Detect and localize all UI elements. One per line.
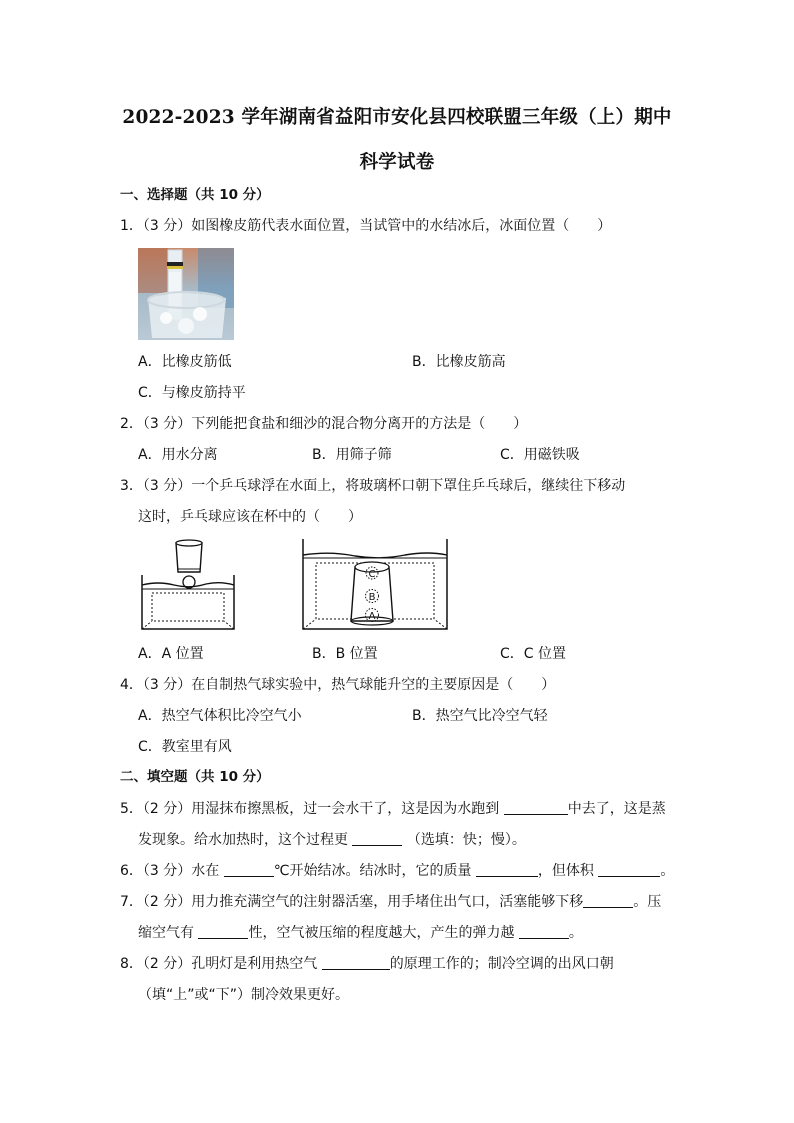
q6-text-3: ，但体积 xyxy=(537,863,594,879)
q6-line xyxy=(120,861,674,881)
q5-line2 xyxy=(138,830,526,850)
q3-label-c: C xyxy=(368,569,376,580)
q8-text-3: （填“上”或“下”）制冷效果更好。 xyxy=(138,987,350,1003)
q8-blank-1[interactable] xyxy=(322,955,390,970)
q3-stem-line2: 这时，乒乓球应该在杯中的（ ） xyxy=(138,509,362,525)
q6-blank-3[interactable] xyxy=(598,862,660,877)
q4-option-b: B．热空气比冷空气轻 xyxy=(412,708,548,724)
q1-option-b: B．比橡皮筋高 xyxy=(412,354,506,370)
q3-option-a: A．A 位置 xyxy=(138,646,204,662)
q1-option-a: A．比橡皮筋低 xyxy=(138,354,232,370)
q5-text-3: 发现象。给水加热时，这个过程更 xyxy=(138,832,348,848)
q7-text-1: 7．（2 分）用力推充满空气的注射器活塞，用手堵住出气口，活塞能够下移 xyxy=(120,894,584,910)
q8-text-2: 的原理工作的；制冷空调的出风口朝 xyxy=(389,956,614,972)
q5-text-1: 5．（2 分）用湿抹布擦黑板，过一会水干了，这是因为水跑到 xyxy=(120,801,500,817)
q7-text-4: 性，空气被压缩的程度越大，产生的弹力越 xyxy=(248,925,515,941)
q3-label-b: B xyxy=(368,592,376,603)
paper-title-line1: 2022-2023 学年湖南省益阳市安化县四校联盟三年级（上）期中 xyxy=(122,107,672,128)
q3-floating-ball-diagram xyxy=(138,537,238,631)
q3-option-b: B．B 位置 xyxy=(312,646,378,662)
q5-line1 xyxy=(120,799,666,819)
q5-blank-1[interactable] xyxy=(504,800,568,815)
q7-text-3: 缩空气有 xyxy=(138,925,194,941)
q7-blank-3[interactable] xyxy=(519,924,569,939)
q4-option-c: C．教室里有风 xyxy=(138,739,232,755)
q6-text-4: 。 xyxy=(660,863,675,879)
q2-option-b: B．用筛子筛 xyxy=(312,447,392,463)
q8-line1 xyxy=(120,954,614,974)
paper-title-line2: 科学试卷 xyxy=(359,152,435,173)
q6-text-2: ℃开始结冰。结冰时，它的质量 xyxy=(273,863,472,879)
q2-option-a: A．用水分离 xyxy=(138,447,218,463)
q7-blank-2[interactable] xyxy=(198,924,248,939)
q3-stem-line1: 3．（3 分）一个乒乓球浮在水面上，将玻璃杯口朝下罩住乒乓球后，继续往下移动 xyxy=(120,478,626,494)
q2-option-c: C．用磁铁吸 xyxy=(500,447,580,463)
q1-option-c: C．与橡皮筋持平 xyxy=(138,385,246,401)
q6-text-1: 6．（3 分）水在 xyxy=(120,863,220,879)
q6-blank-2[interactable] xyxy=(476,862,538,877)
q7-text-2: 。压 xyxy=(633,894,662,910)
q6-blank-1[interactable] xyxy=(224,862,274,877)
q5-text-4: （选填：快；慢）。 xyxy=(406,832,526,848)
q3-submerged-cup-diagram xyxy=(300,537,450,631)
q2-stem: 2．（3 分）下列能把食盐和细沙的混合物分离开的方法是（ ） xyxy=(120,416,528,432)
q1-stem: 1．（3 分）如图橡皮筋代表水面位置，当试管中的水结冰后，冰面位置（ ） xyxy=(120,218,612,234)
q4-option-a: A．热空气体积比冷空气小 xyxy=(138,708,302,724)
q3-label-a: A xyxy=(368,611,376,622)
q1-test-tube-photo xyxy=(138,248,234,340)
q7-line1 xyxy=(120,892,661,912)
q5-blank-2[interactable] xyxy=(352,831,402,846)
q5-text-2: 中去了，这是蒸 xyxy=(567,801,666,817)
section-fill-heading: 二、填空题（共 10 分） xyxy=(120,769,270,785)
q7-line2 xyxy=(138,923,583,943)
q3-option-c: C．C 位置 xyxy=(500,646,567,662)
q8-text-1: 8．（2 分）孔明灯是利用热空气 xyxy=(120,956,318,972)
q7-text-5: 。 xyxy=(568,925,583,941)
section-choice-heading: 一、选择题（共 10 分） xyxy=(120,187,270,203)
q7-blank-1[interactable] xyxy=(583,893,633,908)
q4-stem: 4．（3 分）在自制热气球实验中，热气球能升空的主要原因是（ ） xyxy=(120,677,556,693)
q8-line2 xyxy=(138,985,349,1005)
